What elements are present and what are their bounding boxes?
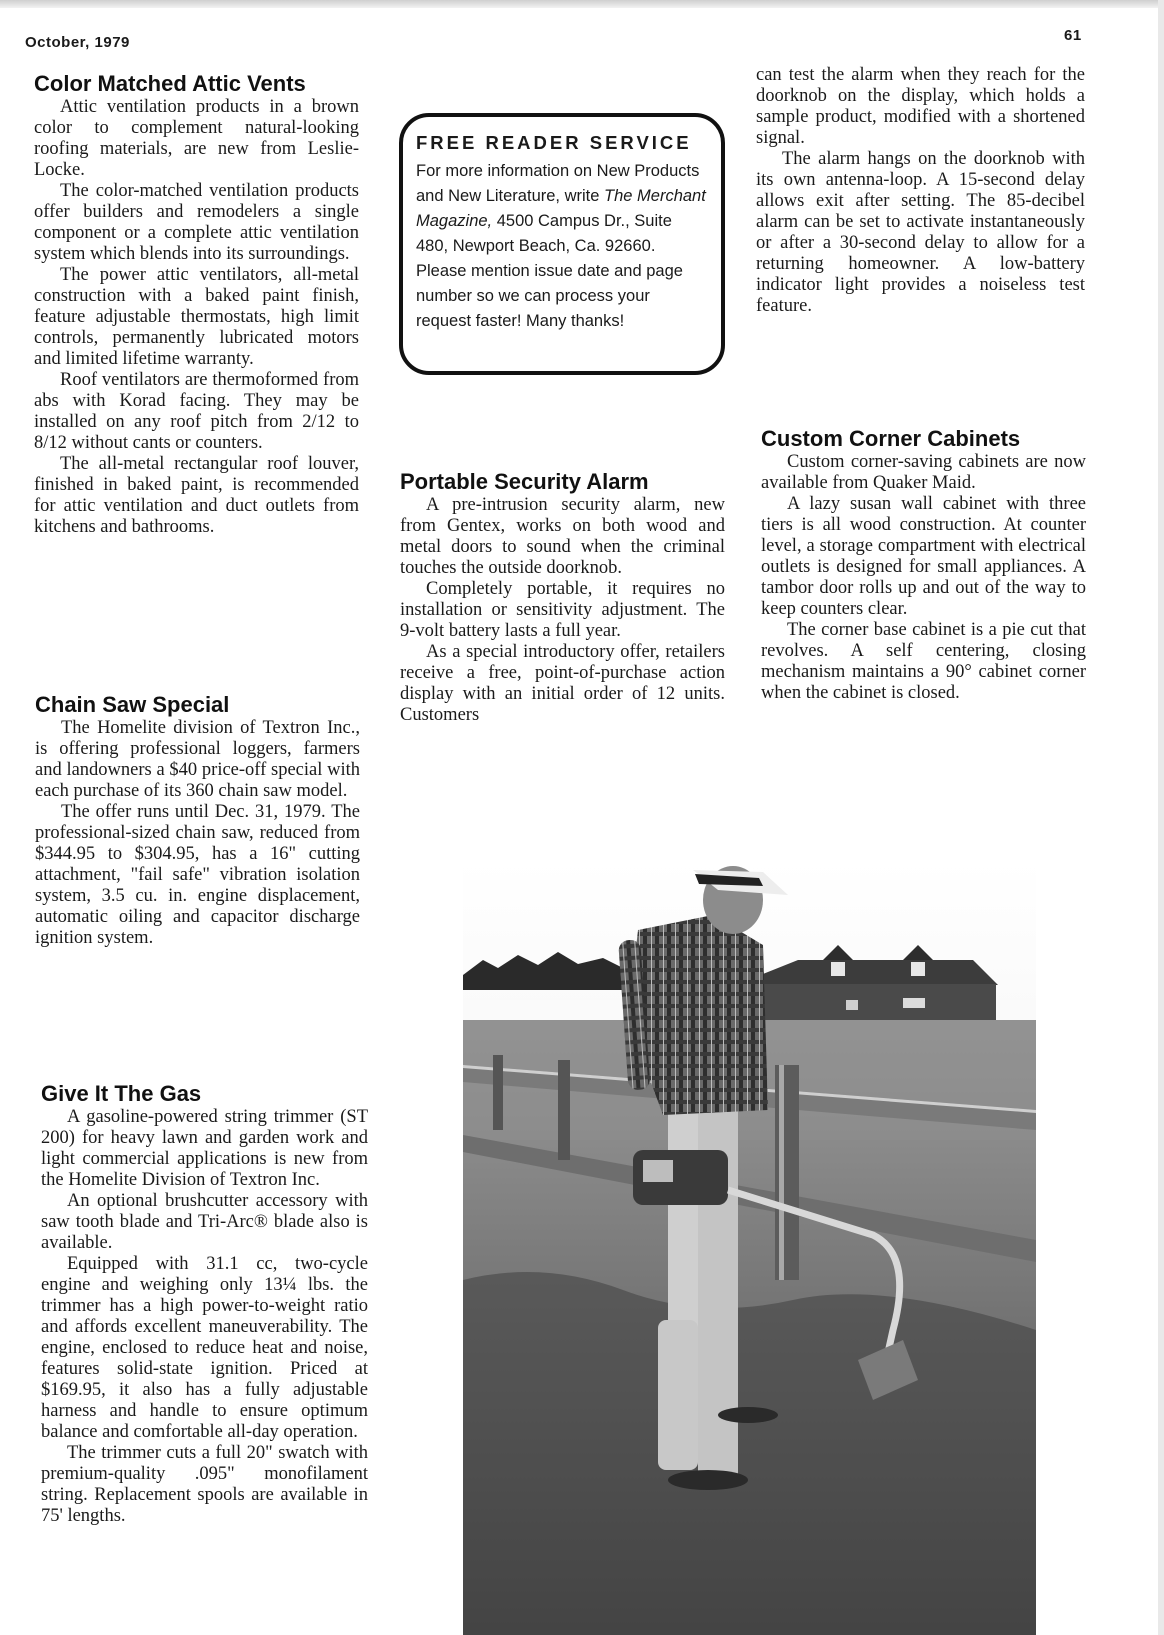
article-paragraph: A gasoline-powered string trimmer (ST 200) for heavy lawn and garden work and light commercial applications is new from the Homelite Division of Textron Inc.	[41, 1107, 368, 1190]
article-paragraph: The color-matched ventilation products offer builders and remodelers a single component or a complete attic ventilation system which blends into its surroundings.	[34, 181, 359, 264]
article-paragraph: As a special introductory offer, retailers receive a free, point-of-purchase action display with an initial order of 12 units. Customers	[400, 642, 725, 725]
article-paragraph: Equipped with 31.1 cc, two-cycle engine and weighing only 13¼ lbs. the trimmer has a high power-to-weight ratio and affords excellent maneuverability. The engine, enclosed to reduce heat and noise, features solid-state ignition. Priced at $169.95, it also has a fully adjustable harness and handle to ensure optimum balance and comfortable all-day operation.	[41, 1254, 368, 1442]
article-attic-vents	[34, 71, 359, 538]
article-paragraph: A pre-intrusion security alarm, new from Gentex, works on both wood and metal doors to sound when the criminal touches the outside doorknob.	[400, 495, 725, 578]
issue-date: October, 1979	[25, 34, 130, 51]
article-corner-cabinets	[761, 426, 1086, 704]
scan-right-edge	[1158, 0, 1164, 1635]
article-paragraph: Roof ventilators are thermoformed from abs with Korad facing. They may be installed on any roof pitch from 2/12 to 8/12 without cants or counters.	[34, 370, 359, 453]
article-paragraph: Attic ventilation products in a brown color to complement natural-looking roofing materials, are new from Leslie-Locke.	[34, 97, 359, 180]
article-give-it-the-gas	[41, 1081, 368, 1527]
magazine-name: The Merchant Magazine,	[416, 187, 706, 230]
article-paragraph: The trimmer cuts a full 20" swatch with premium-quality .095" monofilament string. Replacement spools are available in 75' lengths.	[41, 1443, 368, 1526]
reader-service-body	[416, 159, 707, 334]
article-paragraph: can test the alarm when they reach for the doorknob on the display, which holds a sample product, modified with a shortened signal.	[756, 65, 1085, 148]
reader-service-title: FREE READER SERVICE	[416, 132, 692, 153]
article-title: Give It The Gas	[41, 1081, 202, 1106]
article-title: Custom Corner Cabinets	[761, 426, 1021, 451]
article-title: Color Matched Attic Vents	[34, 71, 306, 96]
article-paragraph: The alarm hangs on the doorknob with its own antenna-loop. A 15-second delay allows exit after setting. The 85-decibel alarm can be set to activate instantaneously or after a 30-second delay to allow for a returning homeowner. A low-battery indicator light provides a noiseless test feature.	[756, 149, 1085, 316]
article-security-alarm-continued	[756, 65, 1085, 317]
article-paragraph: The all-metal rectangular roof louver, finished in baked paint, is recommended for attic ventilation and duct outlets from kitchens and bathrooms.	[34, 454, 359, 537]
article-title: Portable Security Alarm	[400, 469, 649, 494]
article-paragraph: The offer runs until Dec. 31, 1979. The professional-sized chain saw, reduced from $344.95 to $304.95, has a 16" cutting attachment, "fail safe" vibration isolation system, 3.5 cu. in. engine displacement, automatic oiling and capacitor discharge ignition system.	[35, 802, 360, 948]
article-paragraph: Completely portable, it requires no installation or sensitivity adjustment. The 9-volt battery lasts a full year.	[400, 579, 725, 641]
scan-top-edge	[0, 0, 1164, 8]
article-paragraph: The power attic ventilators, all-metal construction with a baked paint finish, feature adjustable thermostats, high limit controls, permanently lubricated motors and limited lifetime warranty.	[34, 265, 359, 369]
article-paragraph: Custom corner-saving cabinets are now available from Quaker Maid.	[761, 452, 1086, 493]
article-paragraph: The corner base cabinet is a pie cut that revolves. A self centering, closing mechanism maintains a 90° cabinet corner when the cabinet is closed.	[761, 620, 1086, 703]
reader-service-box	[399, 113, 725, 375]
reader-service-text: For more information on New Products and New Literature, write	[416, 162, 700, 205]
string-trimmer-photo	[463, 860, 1036, 1635]
article-paragraph: The Homelite division of Textron Inc., is offering professional loggers, farmers and landowners a $40 price-off special with each purchase of its 360 chain saw model.	[35, 718, 360, 801]
reader-service-address: 4500 Campus Dr., Suite 480, Newport Beach, Ca. 92660. Please mention issue date and page number so we can process your request faster! Many thanks!	[416, 212, 683, 330]
article-title: Chain Saw Special	[35, 692, 230, 717]
article-paragraph: An optional brushcutter accessory with saw tooth blade and Tri-Arc® blade also is available.	[41, 1191, 368, 1253]
article-security-alarm	[400, 469, 725, 726]
article-paragraph: A lazy susan wall cabinet with three tiers is all wood construction. At counter level, a storage compartment with electrical outlets is designed for small appliances. A tambor door rolls up and out of the way to keep counters clear.	[761, 494, 1086, 619]
article-chain-saw	[35, 692, 360, 949]
photo-illustration	[463, 860, 1036, 1635]
page-number: 61	[1064, 27, 1082, 44]
